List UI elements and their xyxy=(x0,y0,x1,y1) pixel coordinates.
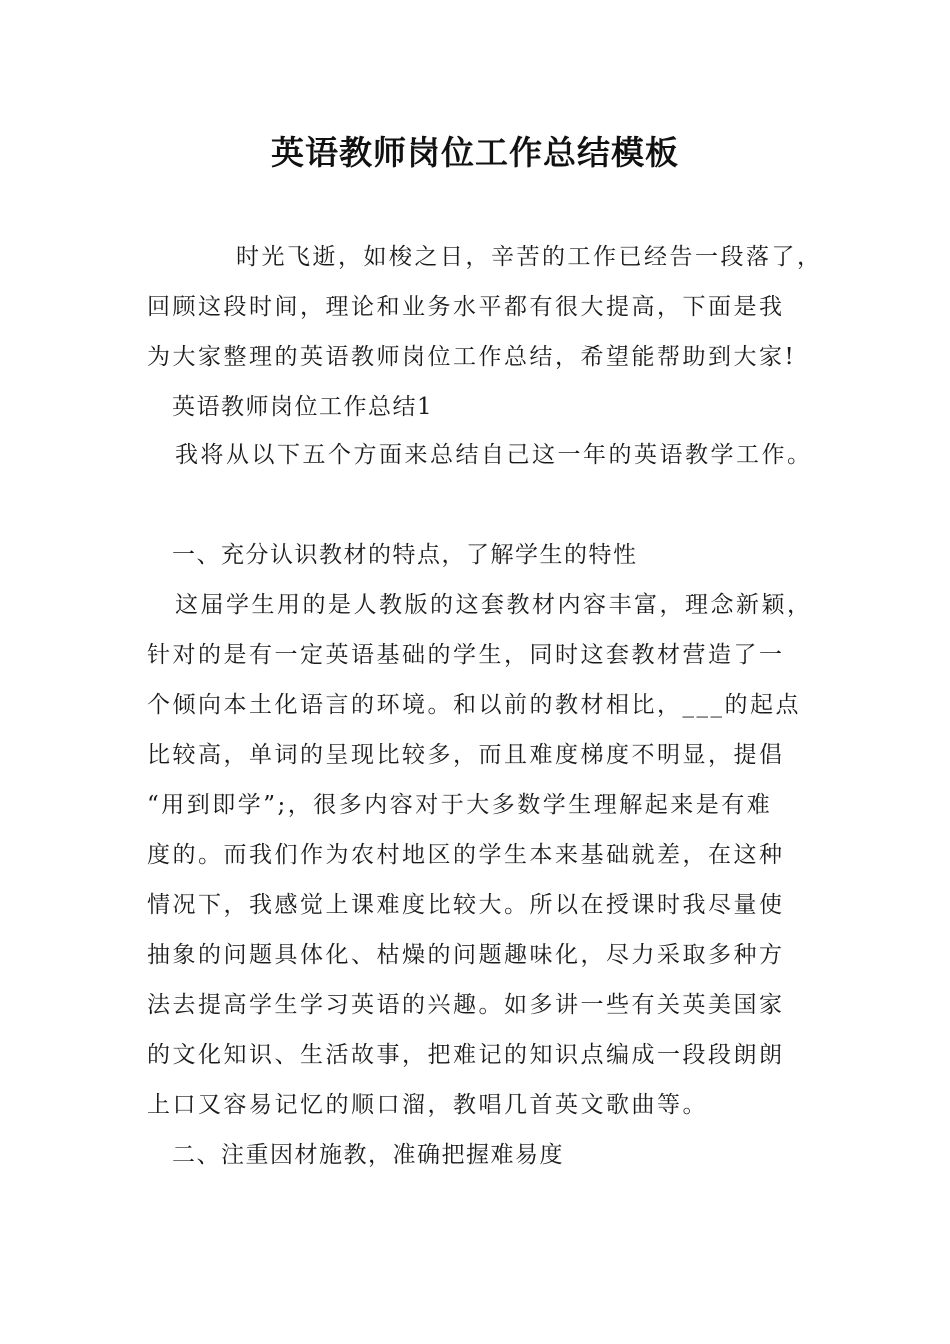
section-heading: 一、充分认识教材的特点，了解学生的特性 xyxy=(172,542,638,568)
paragraph-line: 度的。而我们作为农村地区的学生本来基础就差，在这种 xyxy=(147,842,785,868)
paragraph-line: 抽象的问题具体化、枯燥的问题趣味化，尽力采取多种方 xyxy=(147,942,785,968)
paragraph-line: 个倾向本土化语言的环境。和以前的教材相比，___的起点 xyxy=(147,692,801,718)
paragraph-line: 为大家整理的英语教师岗位工作总结，希望能帮助到大家! xyxy=(147,344,797,370)
paragraph-line: 时光飞逝，如梭之日，辛苦的工作已经告一段落了， xyxy=(236,244,823,270)
paragraph-line: 法去提高学生学习英语的兴趣。如多讲一些有关英美国家 xyxy=(147,992,785,1018)
paragraph-line: 的文化知识、生活故事，把难记的知识点编成一段段朗朗 xyxy=(147,1042,785,1068)
paragraph-line: “用到即学”;，很多内容对于大多数学生理解起来是有难 xyxy=(147,792,773,818)
paragraph-line: 上口又容易记忆的顺口溜，教唱几首英文歌曲等。 xyxy=(147,1092,708,1118)
paragraph-line: 这届学生用的是人教版的这套教材内容丰富，理念新颖， xyxy=(175,592,813,618)
section-heading: 英语教师岗位工作总结1 xyxy=(172,394,434,420)
section-heading: 二、注重因材施教，准确把握难易度 xyxy=(172,1142,564,1168)
paragraph-line: 回顾这段时间，理论和业务水平都有很大提高，下面是我 xyxy=(147,294,785,320)
paragraph-line: 针对的是有一定英语基础的学生，同时这套教材营造了一 xyxy=(147,642,785,668)
paragraph-line: 我将从以下五个方面来总结自己这一年的英语教学工作。 xyxy=(175,442,813,468)
document-title: 英语教师岗位工作总结模板 xyxy=(271,133,679,172)
paragraph-line: 比较高，单词的呈现比较多，而且难度梯度不明显，提倡 xyxy=(147,742,785,768)
paragraph-line: 情况下，我感觉上课难度比较大。所以在授课时我尽量使 xyxy=(147,892,785,918)
